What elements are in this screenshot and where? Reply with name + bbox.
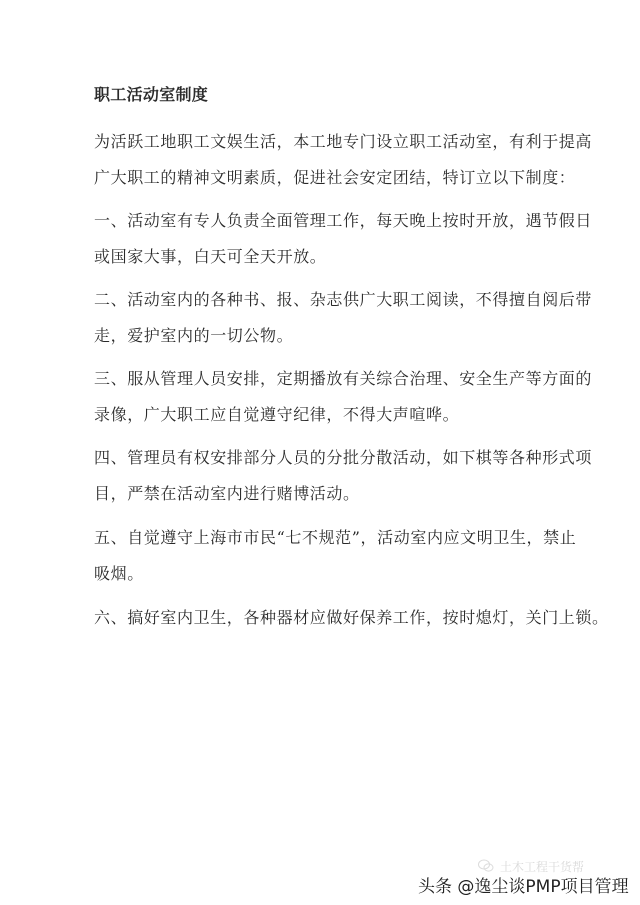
text-line: 为活跃工地职工文娱生活，本工地专门设立职工活动室，有利于提高 [94,132,593,151]
rule-5 [94,520,577,592]
footer-brand: 头条 @逸尘谈PMP项目管理 [418,877,629,897]
intro-paragraph [94,124,593,196]
text-line: 三、服从管理人员安排，定期播放有关综合治理、安全生产等方面的 [94,369,593,388]
text-line: 二、活动室内的各种书、报、杂志供广大职工阅读，不得擅自阅后带 [94,290,593,309]
text-line: 六、搞好室内卫生，各种器材应做好保养工作，按时熄灯，关门上锁。 [94,608,609,627]
wechat-icon [478,858,494,872]
rule-1 [94,203,593,275]
text-line: 或国家大事，白天可全天开放。 [94,247,327,266]
text-line: 一、活动室有专人负责全面管理工作，每天晚上按时开放，遇节假日 [94,211,593,230]
text-line: 四、管理员有权安排部分人员的分批分散活动，如下棋等各种形式项 [94,448,593,467]
text-line: 吸烟。 [94,564,144,583]
rule-6 [94,600,609,636]
text-line: 录像，广大职工应自觉遵守纪律，不得大声喧哗。 [94,405,460,424]
rule-2 [94,282,593,354]
text-line: 五、自觉遵守上海市市民“七不规范”，活动室内应文明卫生，禁止 [94,528,577,547]
rule-3 [94,361,593,433]
document-title: 职工活动室制度 [94,85,209,104]
text-line: 广大职工的精神文明素质，促进社会安定团结，特订立以下制度： [94,168,576,187]
rule-4 [94,440,593,512]
text-line: 走，爱护室内的一切公物。 [94,326,294,345]
text-line: 目，严禁在活动室内进行赌博活动。 [94,484,360,503]
watermark-text: 土木工程干货帮 [500,860,585,874]
